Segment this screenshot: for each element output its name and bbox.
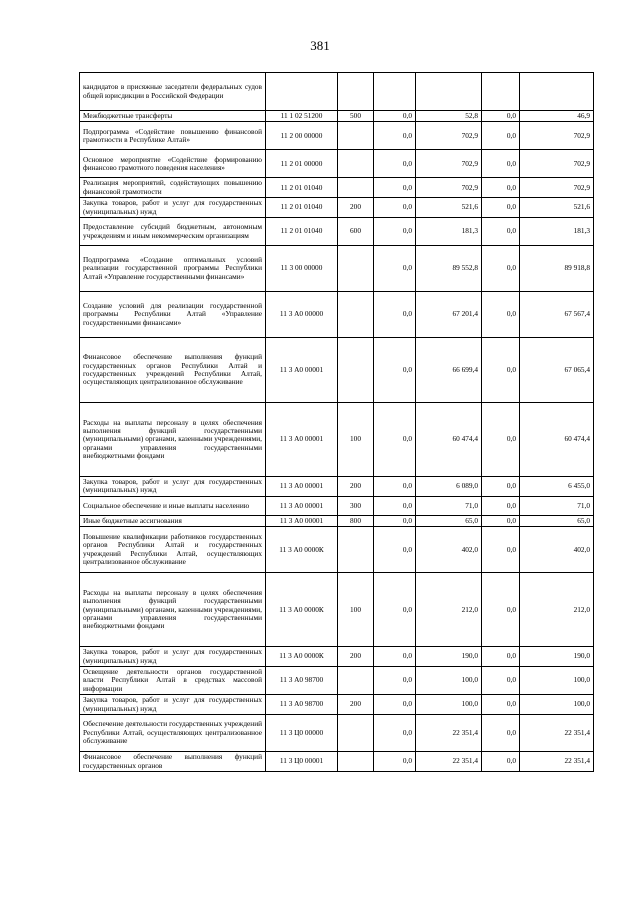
amount-3-cell: 0,0: [482, 667, 520, 695]
amount-2-cell: 71,0: [416, 496, 482, 515]
expense-type-cell: [338, 178, 374, 198]
table-row: [80, 218, 594, 246]
expense-type-cell: 100: [338, 573, 374, 647]
amount-2-cell: 402,0: [416, 527, 482, 573]
amount-1-cell: 0,0: [374, 246, 416, 292]
table-row: [80, 338, 594, 403]
amount-2-cell: 89 552,8: [416, 246, 482, 292]
expense-type-cell: [338, 246, 374, 292]
amount-4-cell: 100,0: [520, 695, 594, 715]
table-row: [80, 73, 594, 111]
table-row: [80, 527, 594, 573]
item-name-cell: Освещение деятельности органов государственной власти Республики Алтай в средствах массовой информации: [80, 667, 266, 695]
amount-1-cell: 0,0: [374, 752, 416, 772]
table-row: [80, 477, 594, 497]
target-article-cell: 11 3 А0 00001: [266, 338, 338, 403]
amount-4-cell: [520, 73, 594, 111]
item-name-cell: Закупка товаров, работ и услуг для государственных (муниципальных) нужд: [80, 695, 266, 715]
amount-3-cell: 0,0: [482, 496, 520, 515]
item-name-cell: Обеспечение деятельности государственных учреждений Республики Алтай, осуществляющих централизованное обслуживание: [80, 715, 266, 752]
amount-2-cell: 60 474,4: [416, 403, 482, 477]
amount-4-cell: 6 455,0: [520, 477, 594, 497]
amount-1-cell: 0,0: [374, 496, 416, 515]
expense-type-cell: [338, 150, 374, 178]
amount-3-cell: 0,0: [482, 198, 520, 218]
table-row: [80, 647, 594, 667]
budget-table-body: [80, 73, 594, 772]
amount-1-cell: 0,0: [374, 111, 416, 122]
item-name-cell: Финансовое обеспечение выполнения функций государственных органов: [80, 752, 266, 772]
item-name-cell: кандидатов в присяжные заседатели федеральных судов общей юрисдикции в Российской Федерации: [80, 73, 266, 111]
amount-3-cell: 0,0: [482, 218, 520, 246]
amount-3-cell: 0,0: [482, 477, 520, 497]
amount-3-cell: 0,0: [482, 178, 520, 198]
table-row: [80, 515, 594, 526]
amount-2-cell: 22 351,4: [416, 715, 482, 752]
amount-4-cell: 22 351,4: [520, 715, 594, 752]
amount-1-cell: 0,0: [374, 338, 416, 403]
target-article-cell: 11 3 00 00000: [266, 246, 338, 292]
item-name-cell: Создание условий для реализации государственной программы Республики Алтай «Управление государственными финансами»: [80, 292, 266, 338]
expense-type-cell: [338, 667, 374, 695]
item-name-cell: Подпрограмма «Создание оптимальных условий реализации государственной программы Республики Алтай «Управление государственными финансами»: [80, 246, 266, 292]
amount-3-cell: 0,0: [482, 111, 520, 122]
amount-2-cell: 22 351,4: [416, 752, 482, 772]
amount-1-cell: 0,0: [374, 218, 416, 246]
target-article-cell: 11 3 Ц0 00001: [266, 752, 338, 772]
item-name-cell: Закупка товаров, работ и услуг для государственных (муниципальных) нужд: [80, 198, 266, 218]
target-article-cell: 11 3 А0 98700: [266, 695, 338, 715]
page-number: 381: [310, 38, 330, 53]
amount-2-cell: 521,6: [416, 198, 482, 218]
target-article-cell: 11 2 01 00000: [266, 150, 338, 178]
amount-1-cell: 0,0: [374, 527, 416, 573]
table-row: [80, 496, 594, 515]
amount-1-cell: [374, 73, 416, 111]
table-row: [80, 573, 594, 647]
expense-type-cell: 300: [338, 496, 374, 515]
amount-4-cell: 521,6: [520, 198, 594, 218]
amount-2-cell: 100,0: [416, 667, 482, 695]
amount-3-cell: 0,0: [482, 150, 520, 178]
amount-3-cell: 0,0: [482, 527, 520, 573]
amount-4-cell: 46,9: [520, 111, 594, 122]
amount-4-cell: 100,0: [520, 667, 594, 695]
amount-3-cell: 0,0: [482, 647, 520, 667]
amount-4-cell: 402,0: [520, 527, 594, 573]
table-row: [80, 150, 594, 178]
amount-4-cell: 181,3: [520, 218, 594, 246]
amount-3-cell: 0,0: [482, 403, 520, 477]
amount-3-cell: 0,0: [482, 292, 520, 338]
amount-1-cell: 0,0: [374, 667, 416, 695]
target-article-cell: 11 3 А0 0000К: [266, 527, 338, 573]
table-row: [80, 667, 594, 695]
item-name-cell: Расходы на выплаты персоналу в целях обеспечения выполнения функций государственными (муниципальными) органами, казенными учреждениями, органами управления государственными внебюджетными фондами: [80, 403, 266, 477]
table-row: [80, 122, 594, 150]
table-row: [80, 198, 594, 218]
amount-4-cell: 65,0: [520, 515, 594, 526]
table-row: [80, 715, 594, 752]
expense-type-cell: 600: [338, 218, 374, 246]
expense-type-cell: [338, 292, 374, 338]
amount-4-cell: 71,0: [520, 496, 594, 515]
amount-4-cell: 22 351,4: [520, 752, 594, 772]
target-article-cell: 11 2 01 01040: [266, 178, 338, 198]
amount-2-cell: 702,9: [416, 150, 482, 178]
table-row: [80, 292, 594, 338]
item-name-cell: Предоставление субсидий бюджетным, автономным учреждениям и иным некоммерческим организациям: [80, 218, 266, 246]
amount-3-cell: 0,0: [482, 338, 520, 403]
target-article-cell: 11 3 А0 00001: [266, 403, 338, 477]
table-row: [80, 178, 594, 198]
amount-4-cell: 89 918,8: [520, 246, 594, 292]
expense-type-cell: [338, 122, 374, 150]
amount-1-cell: 0,0: [374, 715, 416, 752]
amount-2-cell: 67 201,4: [416, 292, 482, 338]
amount-3-cell: 0,0: [482, 515, 520, 526]
amount-2-cell: 66 699,4: [416, 338, 482, 403]
item-name-cell: Закупка товаров, работ и услуг для государственных (муниципальных) нужд: [80, 647, 266, 667]
amount-4-cell: 60 474,4: [520, 403, 594, 477]
amount-4-cell: 702,9: [520, 150, 594, 178]
item-name-cell: Реализация мероприятий, содействующих повышению финансовой грамотности: [80, 178, 266, 198]
amount-4-cell: 212,0: [520, 573, 594, 647]
budget-table: [79, 72, 594, 772]
amount-2-cell: 65,0: [416, 515, 482, 526]
amount-1-cell: 0,0: [374, 573, 416, 647]
amount-3-cell: 0,0: [482, 573, 520, 647]
amount-3-cell: 0,0: [482, 715, 520, 752]
expense-type-cell: 800: [338, 515, 374, 526]
expense-type-cell: [338, 715, 374, 752]
expense-type-cell: [338, 338, 374, 403]
table-row: [80, 403, 594, 477]
amount-4-cell: 702,9: [520, 122, 594, 150]
amount-3-cell: 0,0: [482, 122, 520, 150]
expense-type-cell: 500: [338, 111, 374, 122]
item-name-cell: Социальное обеспечение и иные выплаты населению: [80, 496, 266, 515]
expense-type-cell: 100: [338, 403, 374, 477]
expense-type-cell: 200: [338, 477, 374, 497]
table-row: [80, 111, 594, 122]
amount-4-cell: 67 567,4: [520, 292, 594, 338]
item-name-cell: Иные бюджетные ассигнования: [80, 515, 266, 526]
amount-3-cell: [482, 73, 520, 111]
amount-1-cell: 0,0: [374, 122, 416, 150]
table-row: [80, 695, 594, 715]
amount-1-cell: 0,0: [374, 647, 416, 667]
table-row: [80, 752, 594, 772]
table-row: [80, 246, 594, 292]
amount-3-cell: 0,0: [482, 246, 520, 292]
amount-4-cell: 190,0: [520, 647, 594, 667]
target-article-cell: 11 3 А0 00001: [266, 496, 338, 515]
amount-1-cell: 0,0: [374, 198, 416, 218]
amount-4-cell: 702,9: [520, 178, 594, 198]
expense-type-cell: 200: [338, 695, 374, 715]
expense-type-cell: 200: [338, 647, 374, 667]
amount-3-cell: 0,0: [482, 752, 520, 772]
amount-2-cell: 52,8: [416, 111, 482, 122]
amount-2-cell: [416, 73, 482, 111]
item-name-cell: Финансовое обеспечение выполнения функций государственных органов Республики Алтай и государственных учреждений Республики Алтай, осуществляющих централизованное обслуживание: [80, 338, 266, 403]
amount-3-cell: 0,0: [482, 695, 520, 715]
amount-2-cell: 181,3: [416, 218, 482, 246]
target-article-cell: 11 2 01 01040: [266, 198, 338, 218]
amount-1-cell: 0,0: [374, 403, 416, 477]
item-name-cell: Расходы на выплаты персоналу в целях обеспечения выполнения функций государственными (муниципальными) органами, казенными учреждениями, органами управления государственными внебюджетными фондами: [80, 573, 266, 647]
amount-2-cell: 190,0: [416, 647, 482, 667]
item-name-cell: Повышение квалификации работников государственных органов Республики Алтай и государственных учреждений Республики Алтай, осуществляющих централизованное обслуживание: [80, 527, 266, 573]
amount-4-cell: 67 065,4: [520, 338, 594, 403]
item-name-cell: Основное мероприятие «Содействие формированию финансово грамотного поведения населения»: [80, 150, 266, 178]
amount-2-cell: 6 089,0: [416, 477, 482, 497]
target-article-cell: [266, 73, 338, 111]
amount-1-cell: 0,0: [374, 515, 416, 526]
item-name-cell: Межбюджетные трансферты: [80, 111, 266, 122]
target-article-cell: 11 2 01 01040: [266, 218, 338, 246]
expense-type-cell: 200: [338, 198, 374, 218]
amount-2-cell: 702,9: [416, 178, 482, 198]
target-article-cell: 11 3 А0 0000К: [266, 647, 338, 667]
expense-type-cell: [338, 73, 374, 111]
target-article-cell: 11 3 А0 98700: [266, 667, 338, 695]
expense-type-cell: [338, 527, 374, 573]
amount-1-cell: 0,0: [374, 695, 416, 715]
target-article-cell: 11 2 00 00000: [266, 122, 338, 150]
target-article-cell: 11 3 А0 00001: [266, 515, 338, 526]
amount-1-cell: 0,0: [374, 178, 416, 198]
amount-2-cell: 702,9: [416, 122, 482, 150]
amount-1-cell: 0,0: [374, 292, 416, 338]
target-article-cell: 11 3 Ц0 00000: [266, 715, 338, 752]
item-name-cell: Закупка товаров, работ и услуг для государственных (муниципальных) нужд: [80, 477, 266, 497]
target-article-cell: 11 3 А0 00000: [266, 292, 338, 338]
target-article-cell: 11 1 02 51200: [266, 111, 338, 122]
item-name-cell: Подпрограмма «Содействие повышению финансовой грамотности в Республике Алтай»: [80, 122, 266, 150]
amount-1-cell: 0,0: [374, 150, 416, 178]
amount-2-cell: 212,0: [416, 573, 482, 647]
target-article-cell: 11 3 А0 00001: [266, 477, 338, 497]
amount-1-cell: 0,0: [374, 477, 416, 497]
amount-2-cell: 100,0: [416, 695, 482, 715]
target-article-cell: 11 3 А0 0000К: [266, 573, 338, 647]
expense-type-cell: [338, 752, 374, 772]
